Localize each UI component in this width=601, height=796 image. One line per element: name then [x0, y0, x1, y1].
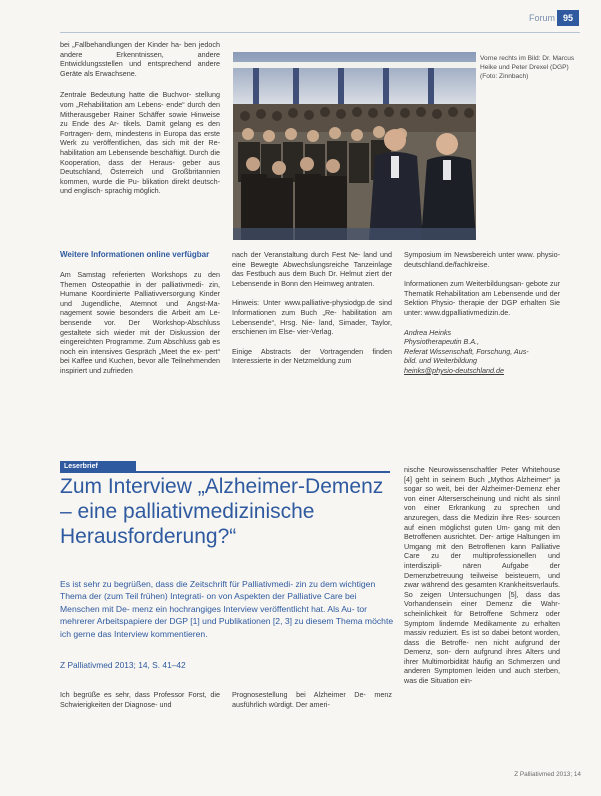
article-right-column — [404, 465, 560, 686]
column-2 — [232, 250, 392, 366]
book-hint-paragraph: Hinweis: Unter www.palliative-physiodgp.de sind Informationen zum Buch „Re- habilitation am Lebensende“, Hrsg. Nie- land, Simader, Taylor, erschienen im Else- vier-Verlag. — [232, 298, 392, 337]
book-paragraph: Zentrale Bedeutung hatte die Buchvor- stellung vom „Rehabilitation am Lebens- ende“ durch den Mitherausgeber Rainer Schäffer sowie Hinweise zu Ende des Ar- tikels. Damit gelang es den Fortragen- dern, mindestens in Europa das erste Werk zu veröffentlichen, das sich mit der Re- habilitation am Lebensende beschäftigt. Durch die Kooperation, dass der Heraus- geber aus Deutschland, Österreich und Großbritannien kommen, wurde die Pu- blikation direkt deutsch- und englisch- sprachig möglich. — [60, 90, 220, 196]
leserbrief-rule — [60, 471, 390, 473]
workshop-paragraph: Am Samstag referierten Workshops zu den Themen Osteopathie in der palliativmedi- zin, Humane Koordinierte Palliativversorgung Kinder und Jugendliche, Atemnot und Angst-Ma- nagement sowie besonders die Arbeit am Le- bensende vor. Der Workshop-Abschluss gestaltete sich wieder mit der Diskussion der eingereichten Programme. Zum Abschluss gab es noch ein intensives Gespräch „Meet the ex- pert“ bei Kaffee und Kuchen, bevor alle Teilnehmenden inspiriert und zufrieden — [60, 270, 220, 375]
abstracts-paragraph: Einige Abstracts der Vortragenden finden Interessierte in der Netzmeldung zum — [232, 346, 392, 366]
article-right-paragraph: nische Neurowissenschaftler Peter Whitehouse [4] geht in seinem Buch „Mythos Alzheimer“ ja sogar so weit, bei der Alzheimer-Demenz eher von einer Alterserscheinung und nicht als sinnl von einer Erkrankung zu sprechen und anzuregen, dass die Medizin ihre Res- sourcen auf einen möglichst guten Um- gang mit den Betroffenen ausrichtet. Der- artige Haltungen im Umgang mit den Betroffenen kann Palliative Care zu der multiprofessionellen und interdiszipli- nären Aufgabe der Demenzbetreuung teilweise beisteuern, und zwar während des gesamten Krankheitsverlaufs. So zeigen Untersuchungen [5], dass das Vorhandensein einer Demenz die Wahr- scheinlichkeit für Betroffene Schmerz oder Symptom lindernde Medikamente zu erhalten massiv reduziert. Es ist so dabei betont worden, dass die Betroffe- nen nicht aufgrund der Demenz, son- dern aufgrund ihres Alters und ihrer Multimorbidität häufig an Schmerzen und anderen Symptomen leiden und auch sterben, was die Situation ein- — [404, 465, 560, 686]
photo-caption: Vorne rechts im Bild: Dr. Marcus Heike und Peter Drexel (DGP) (Foto: Zinnbach) — [480, 55, 575, 80]
header-divider — [60, 32, 580, 33]
training-paragraph: Informationen zum Weiterbildungsan- gebote zur Thematik Rehabilitation am Lebensende und der Sektion Physio- therapie der DGP erhalten Sie unter: www.dgpalliativmedizin.de. — [404, 279, 560, 317]
intro-paragraph: bei „Fallbehandlungen der Kinder ha- ben jedoch andere Erkenntnissen, andere Entwicklungsstellen und entsprechend andere Geräte als Erwachsene. — [60, 40, 220, 78]
symposium-paragraph: Symposium im Newsbereich unter www. physio-deutschland.de/fachkreise. — [404, 250, 560, 269]
article-lead: Es ist sehr zu begrüßen, dass die Zeitschrift für Palliativmedi- zin zu dem wichtigen Thema der (zum Teil frühen) Integrati- on von Aspekten der Palliative Care bei Menschen mit De- menz ein hochrangiges Interview veröffentlicht hat. Als Au- tor mehrerer Arbeitspapiere der DGP [1] und Publikationen [2, 3] zu diesem Thema möchte ich gerne das Interview kommentieren. — [60, 579, 394, 639]
author-role-3: bild. und Weiterbildung — [404, 356, 477, 366]
leserbrief-label: Leserbrief — [60, 461, 136, 472]
column-3 — [404, 250, 560, 376]
column-1-upper — [60, 40, 220, 196]
column-1-lower — [60, 250, 220, 376]
footer-journal: Z Palliativmed 2013; 14 — [514, 771, 581, 778]
conference-photo — [233, 52, 476, 240]
article-body-paragraph-2: Prognosestellung bei Alzheimer De- menz ausführlich würdigt. Der ameri- — [232, 690, 392, 709]
author-role-2: Referat Wissenschaft, Forschung, Aus- — [404, 346, 529, 356]
section-label: Forum — [528, 13, 555, 23]
article-citation: Z Palliativmed 2013; 14, S. 41–42 — [60, 660, 186, 670]
article-body-paragraph-1: Ich begrüße es sehr, dass Professor Forst, die Schwierigkeiten der Diagnose- und — [60, 690, 220, 709]
article-title: Zum Interview „Alzheimer-Demenz – eine palliativmedizinische Herausforderung?“ — [60, 475, 384, 548]
article-body-col-2 — [232, 690, 392, 709]
author-name: Andrea Heinks — [404, 327, 452, 337]
author-role-1: Physiotherapeutin B.A., — [404, 337, 480, 347]
column-2-paragraph-1: nach der Veranstaltung durch Fest Ne- land und eine Bewegte Abwechslungsreiche Tanzeinlage das Festbuch aus dem Buch Dr. Helmut ziert der Lebensende in Bonn den Heimweg antraten. — [232, 250, 392, 288]
article-body-col-1 — [60, 690, 220, 709]
audience-image — [233, 52, 476, 240]
page-number: 95 — [557, 10, 579, 26]
author-email-link[interactable]: heinks@physio-deutschland.de — [404, 365, 504, 375]
online-info-heading: Weitere Informationen online verfügbar — [60, 250, 210, 259]
